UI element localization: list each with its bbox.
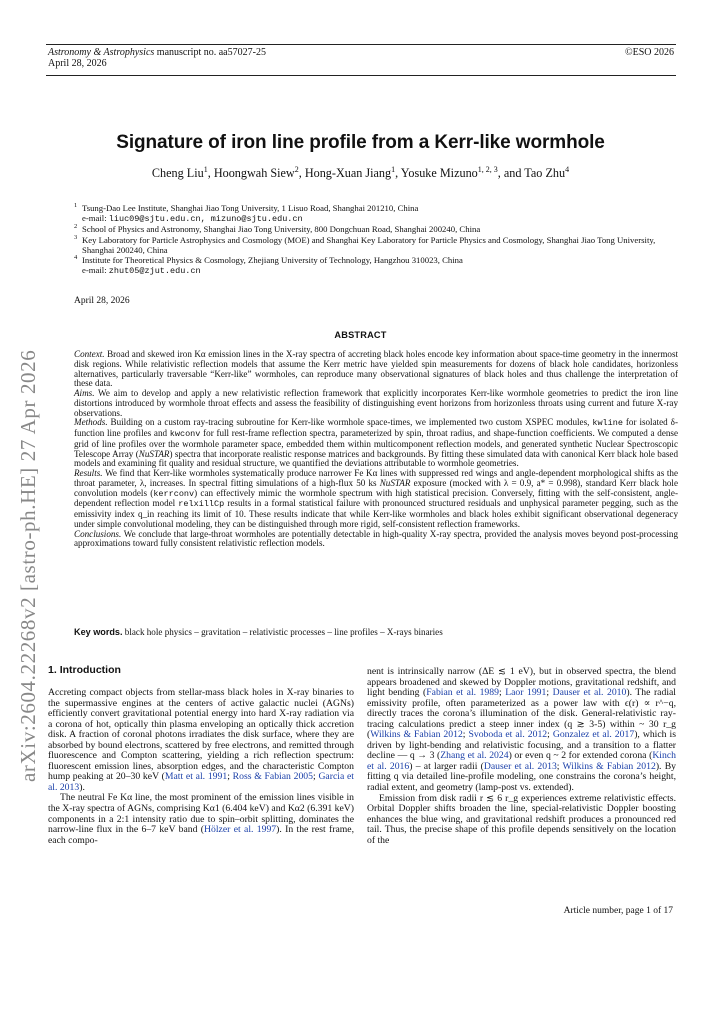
results-label: Results.: [74, 468, 103, 478]
methods-text: Building on a custom ray-tracing subroutine for Kerr-like wormhole space-times, we implemented two custom XSPEC modules,: [110, 417, 593, 428]
citation-link[interactable]: Wilkins & Fabian 2012: [370, 729, 463, 741]
author-name: Yosuke Mizuno: [400, 166, 478, 181]
body-column-left: [48, 688, 354, 846]
methods-text: for full rest-frame reflection spectra, parameterized by spin, throat radius, and shape-function coefficients. We computed a dense grid of line profiles over the wormhole parameter space, embedded them within multicomponent reflection models, and generated synthetic Nuclear Spectroscopic Telescope Array (: [74, 428, 678, 459]
affiliation-text: School of Physics and Astronomy, Shanghai Jiao Tong University, 800 Dongchuan Road, Shanghai 200240, China: [82, 224, 481, 235]
citation-link[interactable]: Garcia et al. 2013: [48, 771, 354, 793]
keywords-label: Key words.: [74, 627, 123, 637]
code-kerrconv: kerrconv: [153, 488, 195, 499]
results-text: exposure (mocked with λ = 0.9, a* = 0.998), standard Kerr black hole convolution models (: [74, 477, 678, 498]
paragraph: [48, 793, 354, 846]
conclusions-text: We conclude that large-throat wormholes are potentially detectable in high-quality X-ray spectra, provided the analysis moves beyond post-processing approximations toward fully consistent relativistic reflection models.: [74, 528, 679, 549]
context-text: Broad and skewed iron Kα emission lines in the X-ray spectra of accreting black holes encode key information about space-time geometry in the innermost disk regions. While relativistic reflection models that assume the Kerr metric have yielded spin measurements for dozens of black hole candidates, horizonless alternatives, particularly traversable “Kerr-like” wormholes, can reproduce many observational signatures of black holes and thus challenge the interpretation of these data.: [74, 349, 679, 389]
affiliation-number: 1: [74, 202, 78, 209]
paragraph-text: ) – at larger radii (: [409, 760, 484, 772]
affiliation-text: Institute for Theoretical Physics & Cosmology, Zhejiang University of Technology, Hangzhou 310023, China: [82, 255, 463, 266]
author-name: Tao Zhu: [524, 166, 566, 181]
abstract-results: [74, 469, 678, 530]
manuscript-number: manuscript no. aa57027-25: [154, 47, 266, 58]
methods-label: Methods.: [74, 417, 108, 428]
affiliation-number: 2: [74, 223, 78, 231]
author-affiliation-mark: 4: [565, 165, 570, 174]
paragraph-text: ) or even q ~ 2 for extended corona (: [508, 750, 653, 762]
copyright: ©ESO 2026: [625, 47, 674, 58]
citation-link[interactable]: Wilkins & Fabian 2012: [562, 760, 656, 772]
author-list: Cheng Liu$^1$, Hoongwah Siew$^2$, Hong-Xuan Jiang$^1$, Yosuke Mizuno$^{1, 2, 3}$, and Tao Zhu$^4$: [151, 165, 570, 181]
paragraph: [367, 794, 676, 847]
citation-link[interactable]: Matt et al. 1991: [164, 771, 228, 783]
affiliations: [74, 203, 674, 276]
author-affiliation-mark: 1, 2, 3: [477, 165, 498, 174]
abstract-aims: [74, 389, 678, 418]
code-relxillcp: relxillCp: [178, 499, 225, 510]
nustar-name: NuSTAR: [138, 448, 170, 459]
paragraph-text: Emission from disk radii r ≲ 6 r_g experiences extreme relativistic effects. Orbital Doppler shifts broaden the line, special-relativistic Doppler boosting enhances the blue wing, and gravitational redshift produces a pronounced red tail. Thus, the precise shape of this profile depends sensitively on the location of the: [367, 792, 676, 846]
author-affiliation-mark: 2: [294, 165, 299, 174]
section-heading: [48, 664, 121, 676]
citation-link[interactable]: Dauser et al. 2013: [483, 760, 557, 772]
header-date: April 28, 2026: [48, 58, 107, 69]
author-name: Cheng Liu: [151, 166, 204, 181]
paragraph-text: ), which is driven by light-bending and relativistic focusing, and a transition to a flatter decline — q → 3 (: [367, 729, 676, 762]
author-name: Hoongwah Siew: [213, 166, 295, 181]
email-address[interactable]: liuc09@sjtu.edu.cn, mizuno@sjtu.edu.cn: [108, 214, 303, 225]
paragraph: Accreting compact objects from stellar-mass black holes in X-ray binaries to the supermassive engines at the centers of active galactic nuclei (AGNs) efficiently convert gravitational potential energy into hard X-ray radiation via a corona of hot, optically thin plasma enveloping an optically thick accretion disk. A fraction of coronal photons irradiates the disk surface, where they are absorbed by bound electrons, scattered by free electrons, and remitted through fluorescence and Compton scattering, yielding a rich reflection spectrum: fluorescent emission lines, absorption edges, and the characteristic Compton hump peaking at 20–30 keV (Matt et al. 1991; Ross & Fabian 2005; Garcia et al. 2013).: [48, 687, 354, 793]
affiliation-item: [74, 235, 674, 255]
paragraph-text: The neutral Fe Kα line, the most prominent of the emission lines visible in the X-ray spectra of AGNs, comprising Kα1 (6.404 keV) and Kα2 (6.391 keV) components in a 2:1 intensity ratio due to spin–orbit splitting, dominates the narrow-line flux in the 6–7 keV band (: [48, 792, 354, 836]
citation-link[interactable]: Hölzer et al. 1997: [204, 824, 277, 836]
abstract-heading: ABSTRACT: [334, 330, 387, 340]
abstract-context: [74, 350, 678, 389]
citation-link[interactable]: Svoboda et al. 2012: [468, 729, 548, 741]
section-title: Introduction: [59, 664, 121, 676]
conclusions-label: Conclusions.: [74, 528, 122, 539]
author-name: Hong-Xuan Jiang: [304, 166, 392, 181]
affiliation-item: [74, 203, 674, 224]
methods-text: ) spectra that incorporate realistic response matrices and backgrounds. By fitting these simulated data with canonical Kerr black hole based models and examining fit quality and residual structure, we quantified the deviations attributable to wormhole geometries.: [74, 448, 678, 469]
citation-link[interactable]: Zhang et al. 2024: [440, 750, 509, 762]
code-kwconv: kwconv: [169, 429, 201, 439]
citation-link[interactable]: Kinch et al. 2016: [367, 750, 676, 772]
body-column-right: [367, 667, 676, 846]
results-text: ) can effectively mimic the wormhole spectrum with high statistical precision. Conversely, fitting with the self-consistent, angle-dependent reflection model: [74, 487, 678, 509]
received-date: April 28, 2026: [74, 296, 130, 306]
citation-link[interactable]: Gonzalez et al. 2017: [552, 729, 635, 741]
affiliation-number: 4: [74, 254, 78, 262]
abstract-conclusions: [74, 530, 678, 550]
author-affiliation-mark: 1: [203, 165, 208, 174]
citation-link[interactable]: Ross & Fabian 2005: [232, 771, 313, 783]
keywords-text: black hole physics – gravitation – relativistic processes – line profiles – X-rays binaries: [124, 627, 443, 637]
paper-title: Signature of iron line profile from a Kerr-like wormhole: [116, 132, 605, 153]
citation-link[interactable]: Fabian et al. 1989: [426, 687, 499, 699]
results-text: results in a formal statistical failure with pronounced structured residuals and unphysical parameter pegging, such as the emissivity index q_in reaching its limit of 10. These results indicate that while Kerr-like wormholes and black holes exhibit significant observational degeneracy under simple convolutional modeling, they can be distinguished through more rigid, self-consistent reflection frameworks.: [74, 498, 678, 529]
email-label: e-mail:: [82, 265, 109, 276]
context-label: Context.: [74, 349, 105, 359]
paragraph-text: nent is intrinsically narrow (ΔE ≲ 1 eV), but in observed spectra, the blend appears broadened and skewed by Doppler motions, gravitational redshift, and light bending (: [367, 666, 676, 699]
affiliation-text: Key Laboratory for Particle Astrophysics and Cosmology (MOE) and Shanghai Key Laboratory for Particle Physics and Cosmology, Shanghai Jiao Tong University, Shanghai 200240, China: [82, 234, 656, 255]
nustar-name: NuSTAR: [379, 477, 411, 488]
paragraph-text: ). The radial emissivity profile, often parameterized as a power law with ϵ(r) ∝ r^−q, directly traces the corona’s illumination of the disk. General-relativistic ray-tracing calculations predict a steep inner index (q ≳ 3-5) within ~ 30 r_g (: [367, 687, 676, 741]
affiliation-text: Tsung-Dao Lee Institute, Shanghai Jiao Tong University, 1 Lisuo Road, Shanghai 201210, China: [82, 203, 419, 213]
paragraph-text: ). By fitting q via detailed line-profile modeling, one constrains the corona’s height, radial extent, and geometry (lamp-post vs. extended).: [367, 760, 676, 794]
code-kwline: kwline: [592, 418, 623, 429]
email-label: e-mail:: [82, 213, 109, 224]
affiliation-number: 3: [74, 233, 78, 241]
author-affiliation-mark: 1: [391, 165, 396, 174]
aims-text: We aim to develop and apply a new relativistic reflection framework that explicitly incorporates Kerr-like wormhole geometries to predict the iron line distortions introduced by wormhole throat effects and assess the feasibility of distinguishing event horizons from horizonless throats using current and future X-ray observations.: [74, 388, 678, 418]
paragraph-text: ). In the rest frame, each compo-: [48, 824, 354, 846]
journal-name: Astronomy & Astrophysics: [48, 47, 155, 58]
citation-link[interactable]: Dauser et al. 2010: [552, 687, 627, 699]
affiliation-item: [74, 255, 674, 276]
results-text: We find that Kerr-like wormholes systematically produce narrower Fe Kα lines with suppressed red wings and angle-dependent morphological shifts as the throat parameter, λ, increases. In spectral fitting simulations of a high-flux 50 ks: [74, 468, 679, 488]
arxiv-stamp-text: arXiv:2604.22268v2 [astro-ph.HE] 27 Apr 2026: [16, 349, 40, 782]
section-number: 1.: [48, 664, 57, 676]
keywords: [74, 627, 443, 637]
abstract-methods: [74, 418, 678, 469]
affiliation-item: [74, 224, 674, 234]
paragraph: nent is intrinsically narrow (ΔE ≲ 1 eV), but in observed spectra, the blend appears broadened and skewed by Doppler motions, gravitational redshift, and light bending (Fabian et al. 1989; Laor 1991; Dauser et al. 2010). The radial emissivity profile, often parameterized as a power law with ϵ(r) ∝ r^−q, directly traces the corona’s illumination of the disk. General-relativistic ray-tracing calculations predict a steep inner index (q ≳ 3-5) within ~ 30 r_g (Wilkins & Fabian 2012; Svoboda et al. 2012; Gonzalez et al. 2017), which is driven by light-bending and relativistic focusing, and a transition to a flatter decline — q → 3 (Zhang et al. 2024) or even q ~ 2 for extended corona (Kinch et al. 2016) – at larger radii (Dauser et al. 2013; Wilkins & Fabian 2012). By fitting q via detailed line-profile modeling, one constrains the corona’s height, radial extent, and geometry (lamp-post vs. extended).: [367, 666, 676, 794]
methods-text: for isolated δ-function line profiles and: [74, 417, 678, 438]
paragraph-text: ).: [79, 781, 85, 793]
aims-label: Aims.: [74, 388, 95, 398]
abstract: [74, 350, 678, 549]
journal-header: [48, 47, 266, 58]
paragraph-text: Accreting compact objects from stellar-mass black holes in X-ray binaries to the supermassive engines at the centers of active galactic nuclei (AGNs) efficiently convert gravitational potential energy into hard X-ray radiation via a corona of hot, optically thin plasma enveloping an optically thick accretion disk. A fraction of coronal photons irradiates the disk surface, where they are absorbed by bound electrons, scattered by free electrons, and remitted through fluorescence and Compton scattering, yielding a rich reflection spectrum: fluorescent emission lines, absorption edges, and the characteristic Compton hump peaking at 20–30 keV (: [48, 687, 354, 783]
email-address[interactable]: zhut05@zjut.edu.cn: [108, 266, 201, 277]
page-footer: Article number, page 1 of 17: [563, 906, 673, 916]
citation-link[interactable]: Laor 1991: [505, 687, 547, 699]
